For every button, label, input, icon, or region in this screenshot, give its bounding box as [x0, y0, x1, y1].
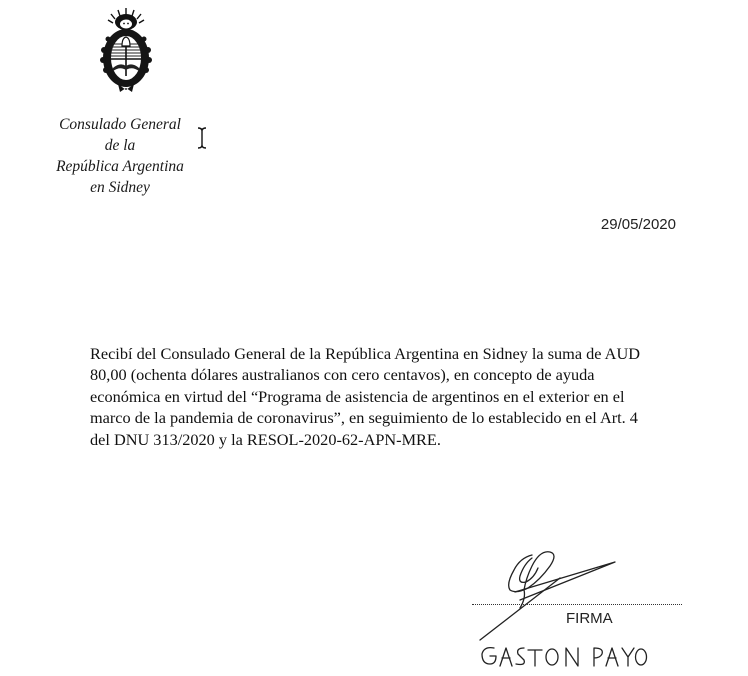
text-cursor-icon: [195, 127, 209, 149]
handwritten-signature-icon: [460, 548, 710, 676]
paragraph-line: 80,00 (ochenta dólares australianos con cero centavos), en concepto de ayuda: [90, 365, 595, 385]
signature-block: [460, 548, 710, 676]
coat-of-arms-icon: [98, 6, 154, 96]
letterhead-line-2: de la: [104, 137, 136, 154]
signature-label: FIRMA: [566, 610, 613, 627]
paragraph-line: económica en virtud del “Programa de asistencia de argentinos en el exterior en el: [90, 386, 625, 406]
letterhead-line-4: en Sidney: [90, 179, 150, 196]
document-date: 29/05/2020: [600, 216, 676, 233]
letterhead-line-3: República Argentina: [56, 158, 184, 175]
letterhead-line-1: Consulado General: [59, 116, 181, 133]
paragraph-line: del DNU 313/2020 y la RESOL-2020-62-APN-MRE.: [90, 429, 441, 449]
paragraph-line: Recibí del Consulado General de la República Argentina en Sidney la suma de AUD: [90, 344, 640, 363]
paragraph-line: marco de la pandemia de coronavirus”, en seguimiento de lo establecido en el Art. 4: [90, 408, 638, 428]
receipt-paragraph: [90, 343, 690, 450]
consulate-letterhead: [30, 114, 210, 198]
